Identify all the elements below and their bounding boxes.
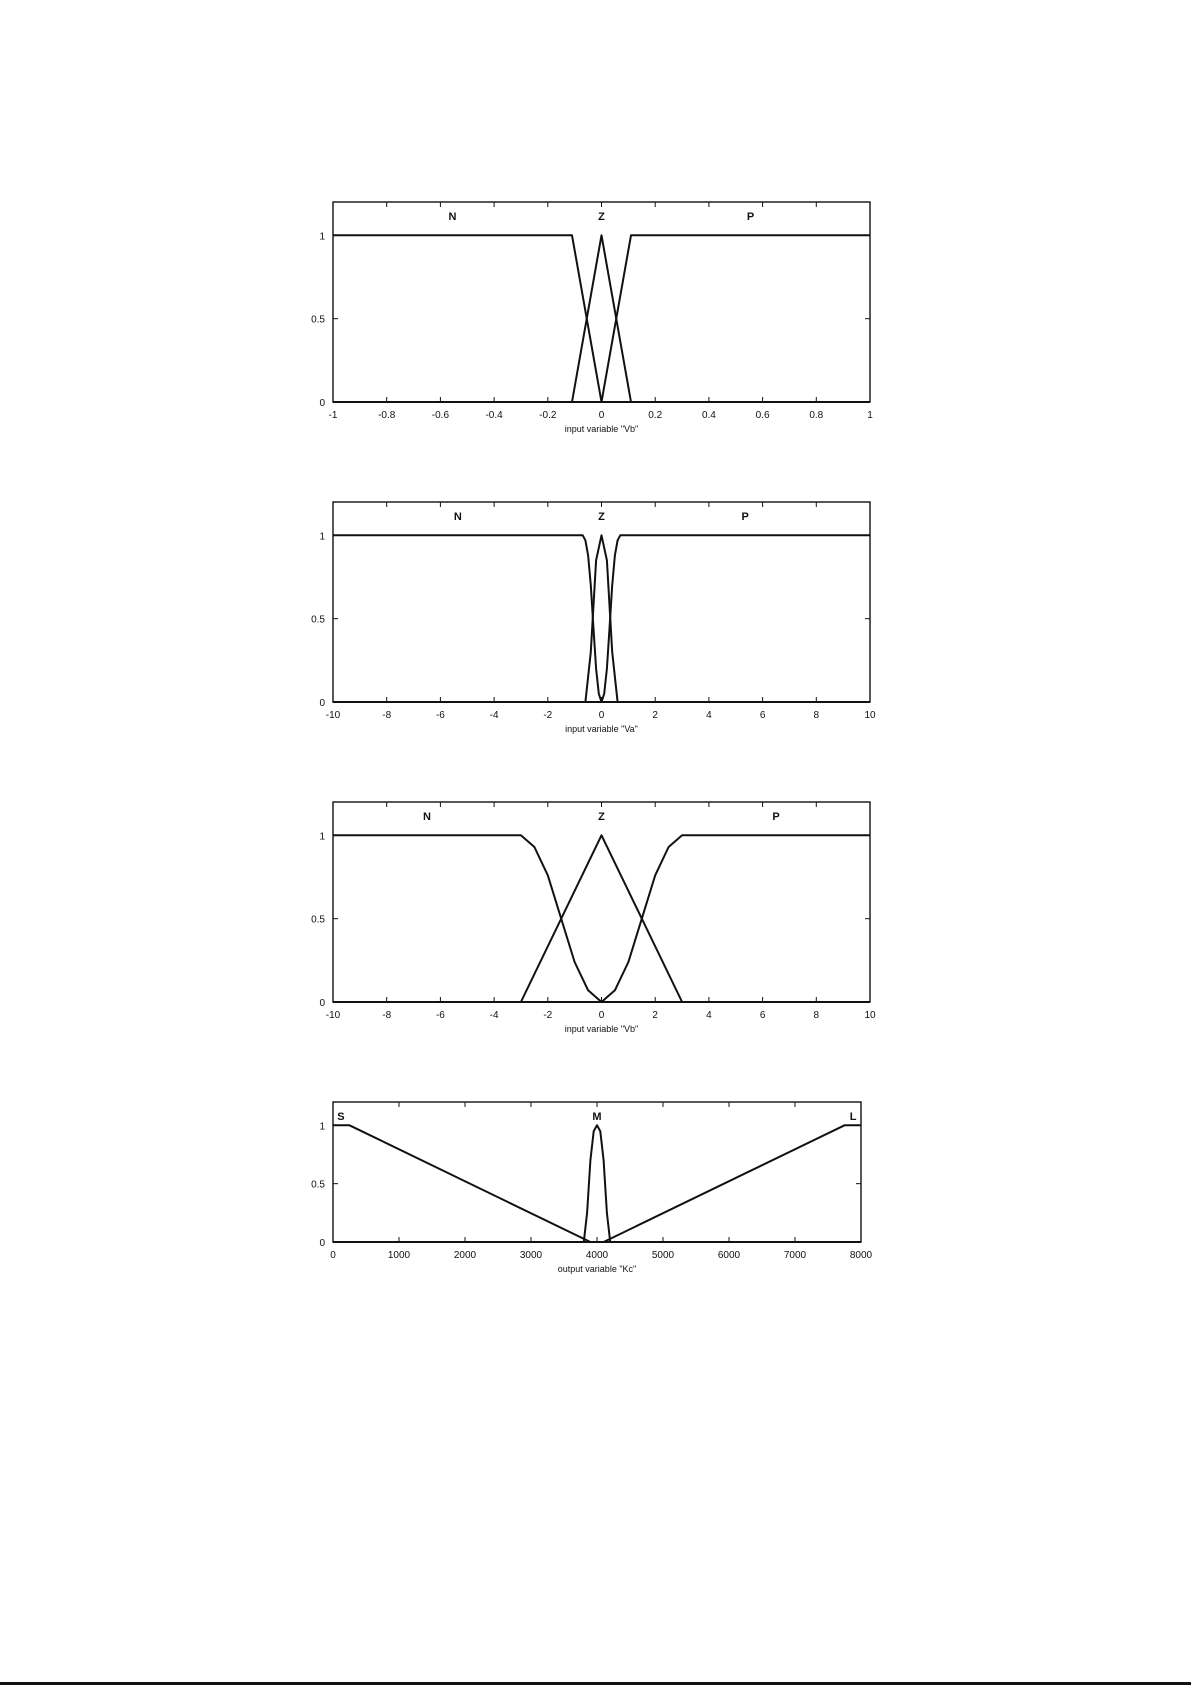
y-tick-label: 0.5 [311,614,325,626]
series-M-label: M [592,1111,602,1123]
y-tick-label: 1 [319,231,325,243]
x-tick-label: 8 [813,710,820,721]
series-P-label: P [741,511,749,523]
x-tick-label: 4 [706,710,712,721]
series-N-line [333,235,602,402]
plot-4 [280,1090,900,1380]
x-tick-label: -2 [543,1010,553,1021]
series-N-label: N [448,211,457,223]
series-Z-line [585,535,617,702]
membership-chart-1 [280,190,900,450]
x-tick-label: 0 [598,710,605,721]
series-L-line [604,1125,861,1242]
x-axis-label: input variable "Vb" [564,1024,639,1034]
x-tick-label: 2 [652,1010,658,1021]
y-tick-label: 1 [319,831,325,843]
series-L-label: L [849,1111,857,1123]
series-P-line [602,835,871,1002]
x-tick-label: 10 [864,710,876,721]
x-tick-label: 2 [652,710,658,721]
series-Z-line [521,835,682,1002]
y-tick-label: 0 [319,998,325,1009]
membership-chart-3 [280,790,900,1050]
x-tick-label: 1 [867,410,873,421]
plot-3 [280,790,900,1080]
x-tick-label: 0.2 [648,410,663,421]
x-tick-label: 2000 [453,1250,477,1261]
y-tick-label: 0 [319,1238,325,1249]
x-tick-label: 0 [598,410,605,421]
x-tick-label: -0.4 [485,410,503,421]
y-tick-label: 0.5 [311,1179,325,1191]
series-S-label: S [337,1111,345,1123]
membership-chart-4 [280,1090,900,1320]
x-tick-label: -4 [489,1010,499,1021]
axes-frame [333,502,870,702]
x-tick-label: 4000 [585,1250,609,1261]
x-tick-label: -4 [489,710,499,721]
series-Z-label: Z [598,511,605,523]
x-tick-label: -0.2 [539,410,557,421]
x-axis-label: output variable "Kc" [557,1264,637,1274]
x-axis-label: input variable "Va" [565,724,638,734]
x-tick-label: 1000 [387,1250,411,1261]
x-tick-label: 6 [759,710,766,721]
x-tick-label: 6000 [717,1250,741,1261]
x-tick-label: 0.6 [755,410,770,421]
x-tick-label: 8 [813,1010,820,1021]
x-tick-label: 0.4 [701,410,716,421]
series-Z-line [572,235,631,402]
axes-frame [333,1102,861,1242]
series-P-line [602,235,871,402]
y-tick-label: 0 [319,698,325,709]
x-tick-label: 10 [864,1010,876,1021]
x-tick-label: 6 [759,1010,766,1021]
y-tick-label: 0.5 [311,914,325,926]
x-tick-label: 7000 [783,1250,807,1261]
x-tick-label: -8 [382,1010,392,1021]
x-tick-label: -8 [382,710,392,721]
x-tick-label: 0 [598,1010,605,1021]
x-tick-label: 5000 [651,1250,675,1261]
series-Z-label: Z [598,811,605,823]
x-tick-label: -10 [325,710,341,721]
x-tick-label: 3000 [519,1250,543,1261]
y-tick-label: 0.5 [311,314,325,326]
y-tick-label: 1 [319,531,325,543]
plot-1 [280,190,900,480]
series-N-label: N [422,811,431,823]
series-N-line [333,535,602,702]
y-tick-label: 0 [319,398,325,409]
x-tick-label: 4 [706,1010,712,1021]
x-tick-label: -2 [543,710,553,721]
series-N-label: N [453,511,462,523]
x-tick-label: 0 [330,1250,336,1261]
x-tick-label: -10 [325,1010,341,1021]
series-P-line [602,535,871,702]
x-tick-label: -0.6 [431,410,450,421]
series-Z-label: Z [598,211,605,223]
axes-frame [333,202,870,402]
x-axis-label: input variable "Vb" [564,424,639,434]
series-P-label: P [772,811,780,823]
series-P-label: P [746,211,755,223]
series-S-line [333,1125,590,1242]
x-tick-label: 8000 [849,1250,873,1261]
plot-2 [280,490,900,780]
x-tick-label: -6 [435,710,445,721]
x-tick-label: -6 [435,1010,445,1021]
y-tick-label: 1 [319,1121,325,1133]
axes-frame [333,802,870,1002]
series-M-line [584,1125,610,1242]
x-tick-label: -0.8 [378,410,396,421]
membership-chart-2 [280,490,900,750]
x-tick-label: 0.8 [809,410,824,421]
x-tick-label: -1 [328,410,338,421]
